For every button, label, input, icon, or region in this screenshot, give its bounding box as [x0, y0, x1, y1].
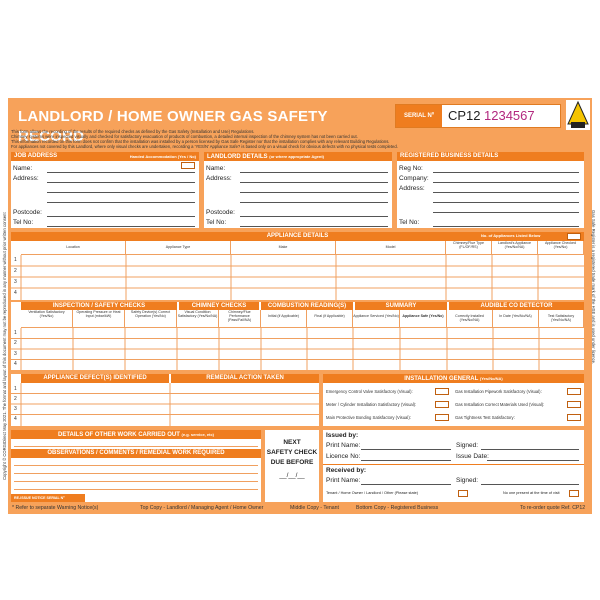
issued-header: Issued by:	[326, 432, 359, 439]
issued-name-line[interactable]	[361, 449, 451, 450]
job-name-line[interactable]	[47, 172, 195, 173]
footer-copy-middle: Middle Copy - Tenant	[290, 505, 339, 511]
warning-ref-label: RE-ISSUE NOTICE SERIAL Nº	[11, 494, 85, 502]
issue-date-line[interactable]	[487, 460, 579, 461]
observations-panel	[11, 430, 261, 502]
landlord-address-line[interactable]	[240, 202, 388, 203]
appliance-details-header: APPLIANCE DETAILS	[11, 232, 584, 241]
install-box-meter[interactable]	[435, 401, 449, 408]
defects-header: APPLIANCE DEFECT(S) IDENTIFIED	[21, 374, 169, 383]
install-item-ecv: Emergency Control Valve Satisfactory (Visual):	[326, 389, 413, 394]
inspection-rows	[11, 328, 584, 370]
job-address-line[interactable]	[47, 182, 195, 183]
install-item-pipework: Gas Installation Pipework Satisfactory (Visual):	[455, 389, 542, 394]
appliance-rows	[11, 255, 584, 300]
inspection-header: INSPECTION / SAFETY CHECKS	[21, 302, 177, 310]
issued-signed-label: Signed:	[456, 442, 479, 449]
job-address-label: Address:	[13, 175, 39, 182]
col-initial: Initial (if Applicable)	[261, 310, 307, 328]
install-box-tightness[interactable]	[567, 414, 581, 421]
business-reg-line[interactable]	[433, 172, 579, 173]
row-number: 1	[14, 386, 17, 392]
col-ventilation: Ventilation Satisfactory (Yes/No)	[21, 310, 73, 328]
copyright-side-text: Copyright © CORGIDirect May 2021. The format and layout of this document may not be reproduced in any manner without prior written consent	[2, 212, 7, 480]
footer-copy-top: Top Copy - Landlord / Managing Agent / Home Owner	[140, 505, 264, 511]
other-work-header	[11, 430, 261, 439]
co-detector-header: AUDIBLE CO DETECTOR	[449, 302, 584, 310]
next-check-panel	[265, 430, 319, 502]
footer-reorder: To re-order quote Ref. CP12	[520, 505, 586, 511]
job-postcode-line[interactable]	[47, 216, 195, 217]
install-box-materials[interactable]	[567, 401, 581, 408]
job-tel-line[interactable]	[47, 226, 195, 227]
intro-line: This form allows the recording of the results of the required checks as defined by the Gas Safety (Installation and Use) Regulations.	[11, 129, 255, 134]
no-one-box[interactable]	[569, 490, 579, 497]
landlord-postcode-line[interactable]	[240, 216, 388, 217]
landlord-name-line[interactable]	[240, 172, 388, 173]
row-number: 1	[14, 330, 17, 336]
job-address-panel	[11, 152, 199, 228]
defects-grid[interactable]	[11, 383, 319, 426]
job-address-line[interactable]	[47, 192, 195, 193]
landlord-panel	[204, 152, 392, 228]
tenant-box[interactable]	[458, 490, 468, 497]
install-box-bonding[interactable]	[435, 414, 449, 421]
intro-line: Chimney systems were inspected visually and checked for satisfactory evacuation of products of combustion, a detailed internal inspection of the chimney system has not been carried out.	[11, 134, 358, 139]
footer-copy-bottom: Bottom Copy - Registered Business	[356, 505, 439, 511]
signature-panel	[323, 430, 584, 502]
row-number: 2	[14, 268, 17, 274]
business-company-line[interactable]	[433, 182, 579, 183]
gas-safe-logo	[566, 100, 590, 130]
job-address-sub: Handed Accommodation (Yes / No)	[129, 154, 196, 159]
business-address-line[interactable]	[433, 202, 579, 203]
col-appliance-checked: Appliance Checked (Yes/No)	[538, 241, 584, 255]
col-landlord-appliance: Landlord's Appliance (Yes/No/NA)	[492, 241, 538, 255]
row-number: 3	[14, 351, 17, 357]
row-number: 3	[14, 279, 17, 285]
signature-divider	[323, 464, 584, 465]
next-check-line2: SAFETY CHECK	[266, 449, 318, 456]
col-final: Final (if Applicable)	[307, 310, 353, 328]
row-number: 3	[14, 406, 17, 412]
col-model: Model	[336, 241, 446, 255]
observations-line[interactable]	[14, 473, 258, 474]
no-one-note: No one present at the time of visit	[503, 491, 560, 495]
business-company-label: Company:	[399, 175, 429, 182]
job-address-title: JOB ADDRESS	[14, 153, 58, 159]
installation-header	[323, 374, 584, 383]
other-work-sub: (e.g. service, etc)	[181, 432, 215, 437]
licence-line[interactable]	[361, 460, 451, 461]
install-item-materials: Gas Installation Correct Materials Used (Visual):	[455, 402, 545, 407]
job-tel-label: Tel No:	[13, 219, 34, 226]
serial-label: SERIAL Nº	[396, 105, 442, 127]
received-header: Received by:	[326, 467, 367, 474]
issue-date-label: Issue Date:	[456, 453, 489, 460]
business-address-label: Address:	[399, 185, 425, 192]
business-reg-label: Reg No:	[399, 165, 423, 172]
col-in-date: In Date (Yes/No/NA)	[493, 310, 539, 328]
landlord-tel-label: Tel No:	[206, 219, 227, 226]
landlord-postcode-label: Postcode:	[206, 209, 235, 216]
row-number: 4	[14, 361, 17, 367]
inspection-table	[11, 302, 584, 370]
col-appliance-serviced: Appliance Serviced (Yes/No)	[353, 310, 400, 328]
row-number: 4	[14, 290, 17, 296]
col-safety-devices: Safety Device(s) Correct Operation (Yes/No)	[125, 310, 177, 328]
inspection-col-headers	[11, 310, 584, 328]
install-item-bonding: Main Protective Bonding Satisfactory (Visual):	[326, 415, 411, 420]
remedial-header: REMEDIAL ACTION TAKEN	[171, 374, 319, 383]
row-number: 4	[14, 416, 17, 422]
row-number: 2	[14, 340, 17, 346]
next-check-line3: DUE BEFORE	[270, 459, 314, 466]
next-check-line1: NEXT	[283, 439, 301, 446]
col-make: Make	[231, 241, 336, 255]
chimney-header: CHIMNEY CHECKS	[179, 302, 259, 310]
serial-number: 1234567	[484, 108, 535, 123]
business-tel-label: Tel No:	[399, 219, 420, 226]
intro-line: For appliances not covered by this Landlord, where only visual checks are undertaken, recording a 'YES/N' Appliance Safe? is based only on a visual check for obvious defects with no physical tests completed.	[11, 144, 398, 149]
other-work-title: DETAILS OF OTHER WORK CARRIED OUT	[57, 432, 180, 438]
gas-safe-logo-icon	[566, 100, 590, 130]
install-item-tightness: Gas Tightness Test Satisfactory:	[455, 415, 515, 420]
intro-line: This information recorded on this form does not confirm that the installation was installed by a person licensed by Gas Safe Register nor that the installation complies with any relevant Building Regulations.	[11, 139, 390, 144]
landlord-name-label: Name:	[206, 165, 226, 172]
landlord-address-line[interactable]	[240, 192, 388, 193]
install-item-meter: Meter / Cylinder Installation Satisfactory (Visual):	[326, 402, 417, 407]
appliance-details-table	[11, 232, 584, 300]
inspection-grid[interactable]	[11, 328, 584, 370]
col-appliance-type: Appliance Type	[126, 241, 231, 255]
gas-safe-side-text: Gas Safe Register is a registered trade mark of the HSE and is used under licence.	[591, 210, 596, 365]
col-operating-pressure: Operating Pressure or Heat Input (mbar/kW)	[73, 310, 125, 328]
business-panel	[397, 152, 584, 228]
tenant-note: Tenant / Home Owner / Landlord / Other (Please state)	[326, 491, 419, 495]
install-box-ecv[interactable]	[435, 388, 449, 395]
row-number: 1	[14, 257, 17, 263]
install-box-pipework[interactable]	[567, 388, 581, 395]
intro-text	[11, 129, 571, 151]
installation-sub: (Yes/No/NA)	[479, 376, 503, 381]
col-visual-condition: Visual Condition Satisfactory (Yes/No/NA)	[177, 310, 219, 328]
landlord-title: LANDLORD DETAILS	[207, 154, 268, 160]
landlord-address-label: Address:	[206, 175, 232, 182]
job-postcode-label: Postcode:	[13, 209, 42, 216]
issued-name-label: Print Name:	[326, 442, 361, 449]
licence-label: Licence No:	[326, 453, 361, 460]
landlord-tel-line[interactable]	[240, 226, 388, 227]
next-check-date[interactable]: __/__/__	[279, 472, 305, 479]
appliances-listed-label: No. of Appliances Listed Below	[481, 233, 541, 238]
handed-accommodation-box[interactable]	[181, 162, 195, 169]
business-tel-line[interactable]	[433, 226, 579, 227]
landlord-header	[204, 152, 392, 161]
col-flue-performance: Chimney/Flue Performance (Pass/Fail/NA)	[219, 310, 261, 328]
appliance-grid[interactable]	[11, 255, 584, 300]
received-signed-label: Signed:	[456, 477, 479, 484]
received-signed-line[interactable]	[481, 484, 579, 485]
page-title: LANDLORD / HOME OWNER GAS SAFETY RECORD	[18, 108, 328, 145]
received-name-label: Print Name:	[326, 477, 361, 484]
col-test-satisfactory: Test Satisfactory (Yes/No/NA)	[539, 310, 584, 328]
job-address-line[interactable]	[47, 202, 195, 203]
appliance-header-row	[11, 241, 584, 255]
observations-line[interactable]	[14, 489, 258, 490]
footer-warning: * Refer to separate Warning Notice(s)	[12, 505, 99, 511]
job-name-label: Name:	[13, 165, 33, 172]
other-work-line[interactable]	[14, 446, 258, 447]
observations-line[interactable]	[14, 481, 258, 482]
business-header: REGISTERED BUSINESS DETAILS	[397, 152, 584, 161]
landlord-sub: (or where appropriate Agent)	[269, 154, 324, 159]
serial-prefix: CP12	[448, 108, 481, 123]
summary-header: SUMMARY	[355, 302, 447, 310]
received-name-line[interactable]	[361, 484, 451, 485]
installation-panel	[323, 374, 584, 426]
observations-header: OBSERVATIONS / COMMENTS / REMEDIAL WORK REQUIRED	[11, 449, 261, 458]
observations-line[interactable]	[14, 465, 258, 466]
installation-title: INSTALLATION GENERAL	[404, 376, 479, 382]
col-appliance-safe: Appliance Safe (Yes/No)	[400, 310, 447, 328]
appliances-listed-box[interactable]	[567, 233, 581, 240]
defects-panel	[11, 374, 319, 426]
business-address-line[interactable]	[433, 192, 579, 193]
serial-box	[395, 104, 561, 128]
col-flue-type: Chimney/Flue Type (FL/OF/RS)	[446, 241, 492, 255]
col-correctly-installed: Correctly Installed (Yes/No/NA)	[447, 310, 493, 328]
row-number: 2	[14, 396, 17, 402]
business-address-line[interactable]	[433, 212, 579, 213]
job-address-header	[11, 152, 199, 161]
col-location: Location	[21, 241, 126, 255]
landlord-address-line[interactable]	[240, 182, 388, 183]
combustion-header: COMBUSTION READING(S)	[261, 302, 353, 310]
issued-signed-line[interactable]	[481, 449, 579, 450]
